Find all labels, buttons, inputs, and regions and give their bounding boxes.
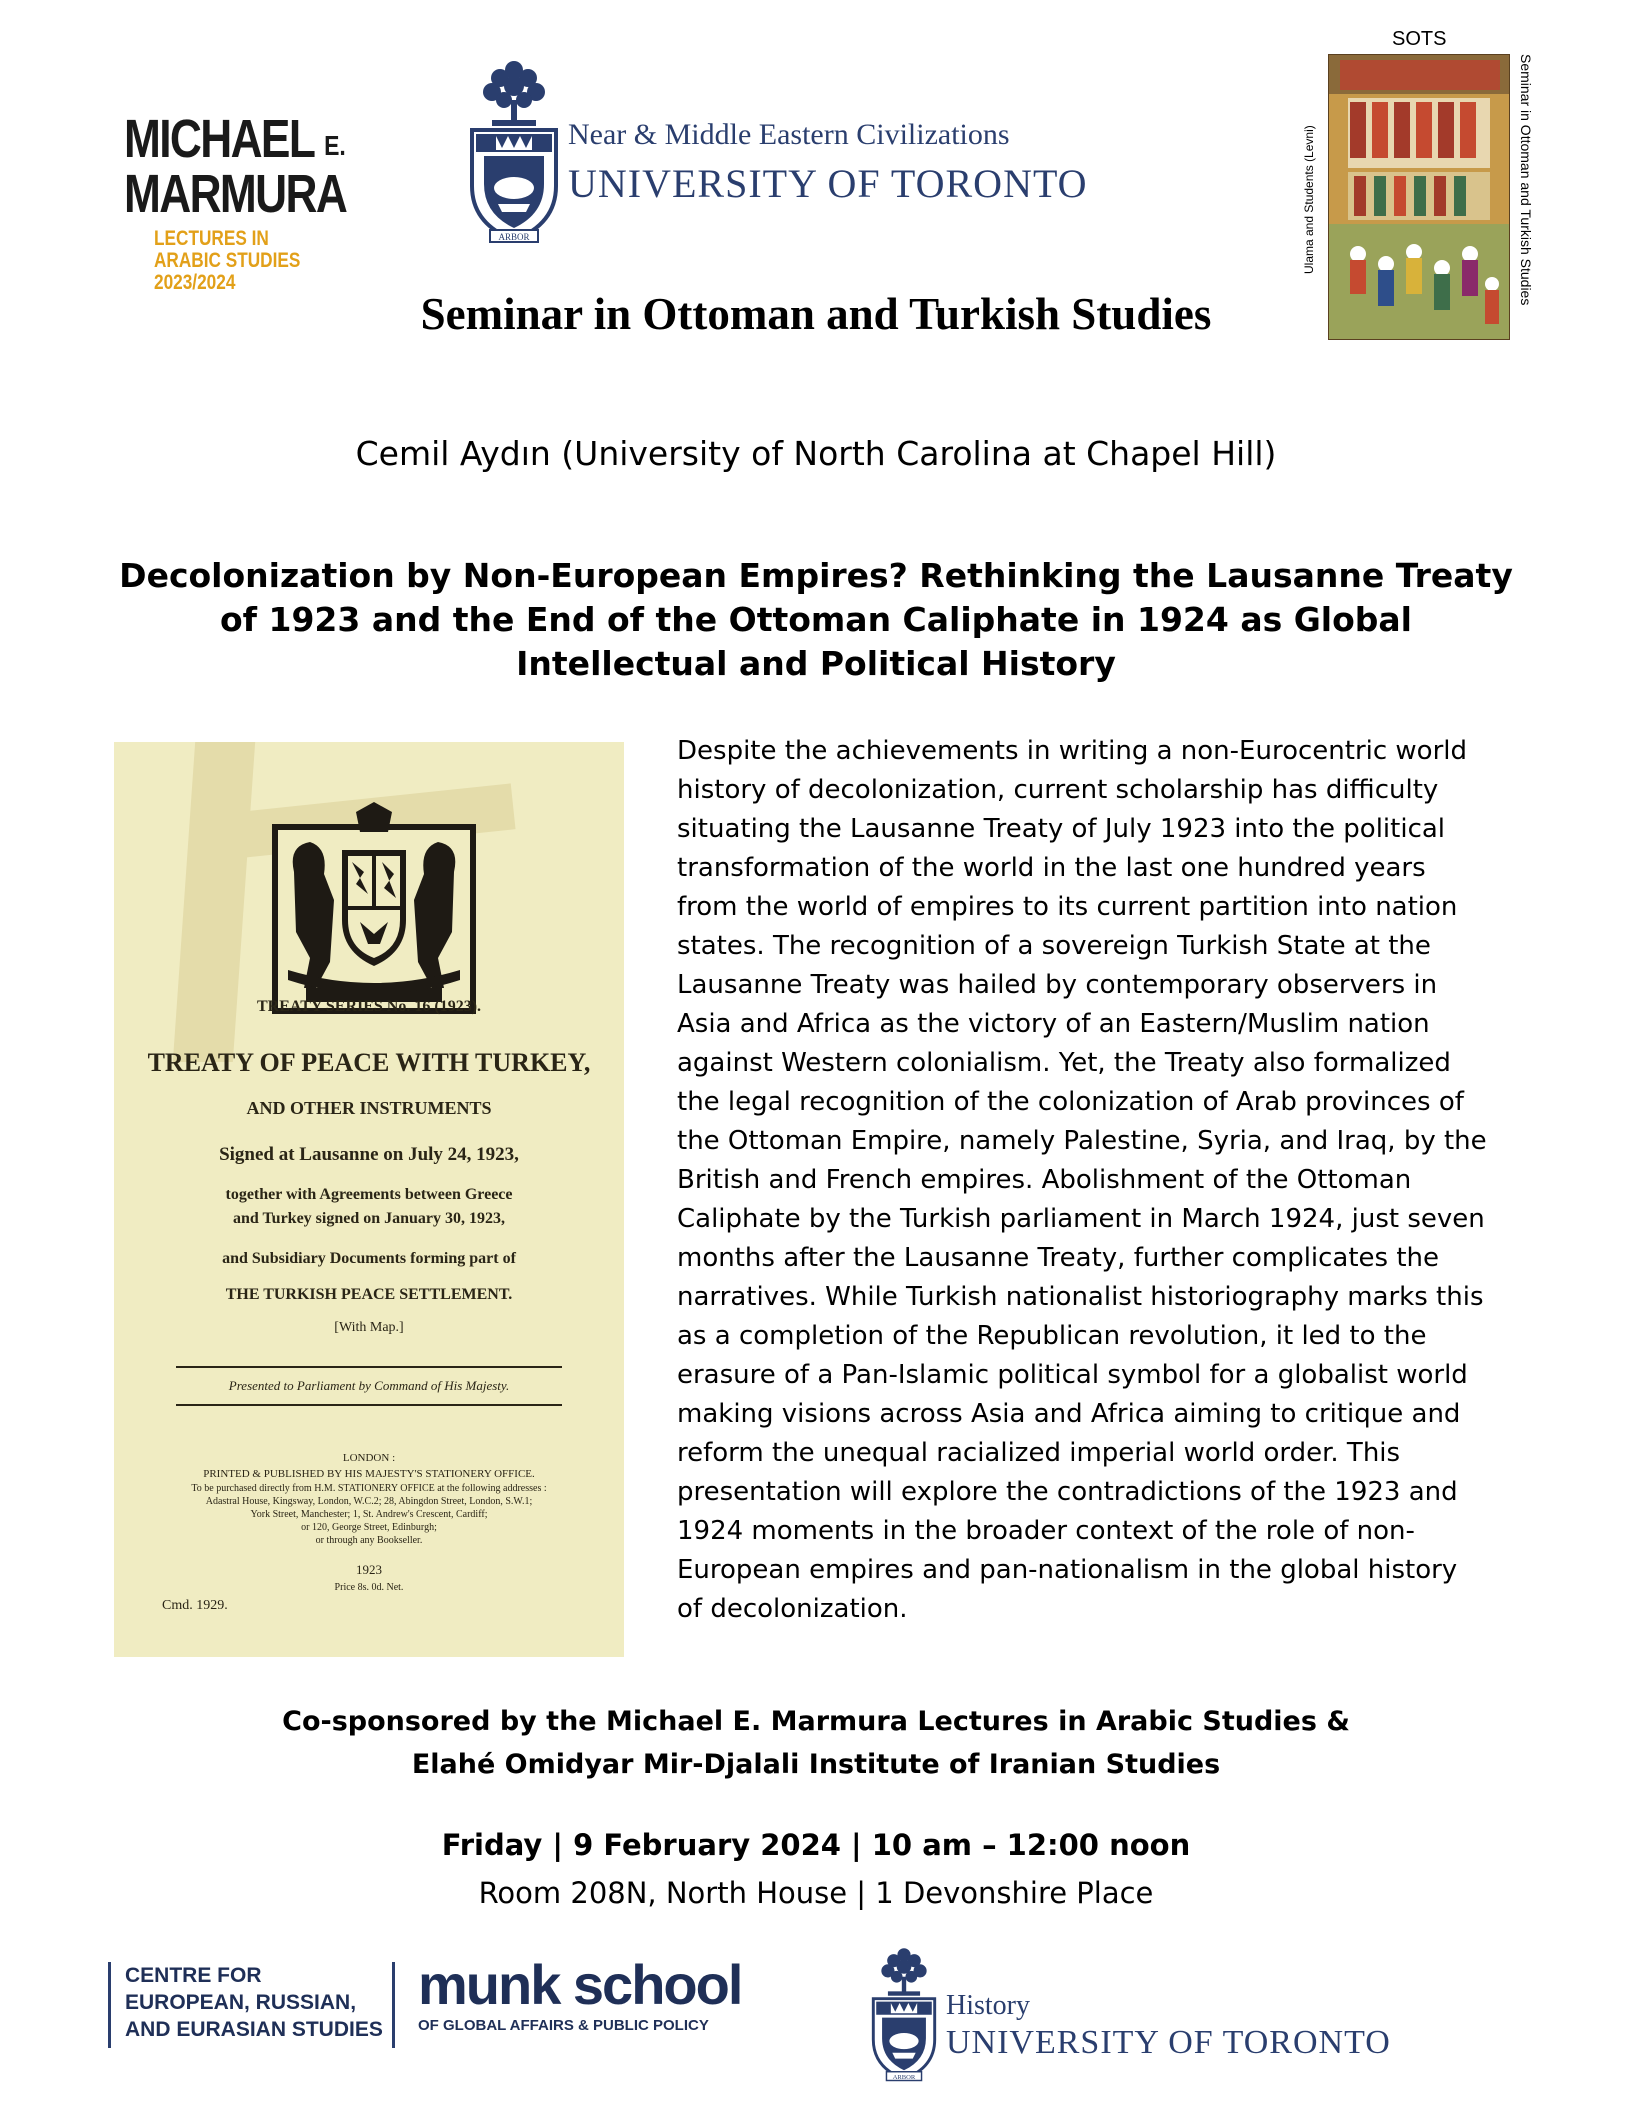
talk-title: Decolonization by Non-European Empires? Rethinking the Lausanne Treaty of 1923 and the End of the Ottoman Caliphate in 1924 as Global Intellectual and Political History bbox=[119, 556, 1513, 683]
treaty-presented: Presented to Parliament by Command of His Majesty. bbox=[228, 1378, 510, 1393]
logo-divider bbox=[392, 1962, 395, 2048]
treaty-p3: York Street, Manchester; 1, St. Andrew's Crescent, Cardiff; bbox=[250, 1509, 488, 1520]
marmura-sub3: 2023/2024 bbox=[154, 271, 236, 294]
event-location: Room 208N, North House | 1 Devonshire Place bbox=[478, 1876, 1154, 1910]
uoft-history-logo bbox=[866, 1940, 1426, 2090]
treaty-p2: Adastral House, Kingsway, London, W.C.2; 28, Abingdon Street, London, S.W.1; bbox=[205, 1496, 533, 1507]
treaty-series: TREATY SERIES No. 16 (1923). bbox=[256, 998, 482, 1015]
treaty-printed: PRINTED & PUBLISHED BY HIS MAJESTY'S STATIONERY OFFICE. bbox=[203, 1468, 535, 1480]
crees-line3: AND EURASIAN STUDIES bbox=[125, 2018, 383, 2041]
treaty-subtitle: AND OTHER INSTRUMENTS bbox=[246, 1098, 492, 1118]
treaty-p5: or through any Bookseller. bbox=[315, 1535, 423, 1546]
uoft-department: Near & Middle Eastern Civilizations bbox=[568, 118, 1010, 151]
cosponsor-line2: Elahé Omidyar Mir-Djalali Institute of Iranian Studies bbox=[411, 1749, 1221, 1780]
marmura-e: E. bbox=[324, 130, 346, 161]
crest-motto-top: ARBOR bbox=[498, 232, 530, 242]
treaty-london: LONDON : bbox=[342, 1452, 396, 1464]
uoft-nmc-logo bbox=[462, 56, 1102, 246]
treaty-rule-top bbox=[176, 1366, 562, 1368]
abstract-text: Despite the achievements in writing a non-Eurocentric world history of decolonization, current scholarship has difficulty situating the Lausanne Treaty of July 1923 into the political transformation of the world in the last one hundred years from the world of empires to its current partition into nation states. The recognition of a sovereign Turkish State at the Lausanne Treaty was hailed by contemporary observers in Asia and Africa as the victory of an Eastern/Muslim nation against Western colonialism. Yet, the Treaty also formalized the legal recognition of the colonization of Arab provinces of the Ottoman Empire, namely Palestine, Syria, and Iraq, by the British and French empires. Abolishment of the Ottoman Caliphate by the Turkish parliament in March 1924, just seven months after the Lausanne Treaty, further complicates the narratives. While Turkish nationalist historiography marks this as a completion of the Republican revolution, it led to the erasure of a Pan-Islamic political symbol for a globalist world making visions across Asia and Africa aiming to critique and reform the unequal racialized imperial world order. This presentation will explore the contradictions of the 1923 and 1924 moments in the broader context of the role of non-European empires and pan-nationalism in the global history of decolonization. bbox=[677, 736, 1487, 1624]
treaty-p4: or 120, George Street, Edinburgh; bbox=[301, 1522, 437, 1533]
crees-logo bbox=[108, 1962, 415, 2048]
marmura-line1: MICHAEL bbox=[124, 109, 314, 169]
uoft-crest-icon bbox=[462, 56, 566, 246]
munk-subtitle: OF GLOBAL AFFAIRS & PUBLIC POLICY bbox=[418, 2017, 709, 2034]
treaty-year: 1923 bbox=[356, 1562, 382, 1577]
marmura-sub2: ARABIC STUDIES bbox=[154, 249, 301, 272]
munk-school-logo bbox=[418, 1952, 758, 2052]
munk-title: munk school bbox=[418, 1953, 742, 2016]
cosponsor-block bbox=[0, 1700, 1632, 1786]
uoft-university: UNIVERSITY OF TORONTO bbox=[568, 161, 1088, 206]
marmura-line2: MARMURA bbox=[124, 164, 347, 224]
uoft-crest-icon-footer bbox=[866, 1940, 942, 2088]
seminar-title: Seminar in Ottoman and Turkish Studies bbox=[420, 289, 1212, 339]
sots-label: SOTS bbox=[1392, 28, 1447, 50]
crees-line1: CENTRE FOR bbox=[125, 1964, 262, 1987]
treaty-document-image bbox=[114, 742, 624, 1657]
crees-line2: EUROPEAN, RUSSIAN, bbox=[125, 1991, 357, 2014]
marmura-sub1: LECTURES IN bbox=[154, 227, 269, 250]
treaty-signed: Signed at Lausanne on July 24, 1923, bbox=[219, 1144, 519, 1165]
treaty-line1: together with Agreements between Greece bbox=[225, 1186, 513, 1203]
treaty-price: Price 8s. 0d. Net. bbox=[334, 1582, 404, 1593]
treaty-title: TREATY OF PEACE WITH TURKEY, bbox=[147, 1048, 591, 1077]
treaty-line2: and Turkey signed on January 30, 1923, bbox=[232, 1210, 506, 1227]
event-date-time: Friday | 9 February 2024 | 10 am – 12:00 noon bbox=[441, 1828, 1191, 1862]
royal-coat-of-arms-icon bbox=[264, 802, 484, 1022]
treaty-p1: To be purchased directly from H.M. STATIONERY OFFICE at the following addresses : bbox=[191, 1483, 547, 1494]
history-university: UNIVERSITY OF TORONTO bbox=[946, 2024, 1391, 2061]
history-department: History bbox=[946, 1990, 1030, 2021]
treaty-cmd: Cmd. 1929. bbox=[162, 1598, 228, 1613]
treaty-map: [With Map.] bbox=[334, 1320, 404, 1335]
treaty-line4: THE TURKISH PEACE SETTLEMENT. bbox=[225, 1286, 513, 1303]
crest-motto-footer: ARBOR bbox=[892, 2074, 916, 2082]
treaty-rule-bottom bbox=[176, 1404, 562, 1406]
sots-caption-text: Ulama and Students (Levni) bbox=[1302, 125, 1316, 274]
speaker-line: Cemil Aydın (University of North Carolina at Chapel Hill) bbox=[355, 434, 1277, 473]
treaty-line3: and Subsidiary Documents forming part of bbox=[222, 1250, 516, 1267]
cosponsor-line1: Co-sponsored by the Michael E. Marmura Lectures in Arabic Studies & bbox=[282, 1706, 1350, 1737]
sots-side-text: Seminar in Ottoman and Turkish Studies bbox=[1518, 54, 1534, 306]
